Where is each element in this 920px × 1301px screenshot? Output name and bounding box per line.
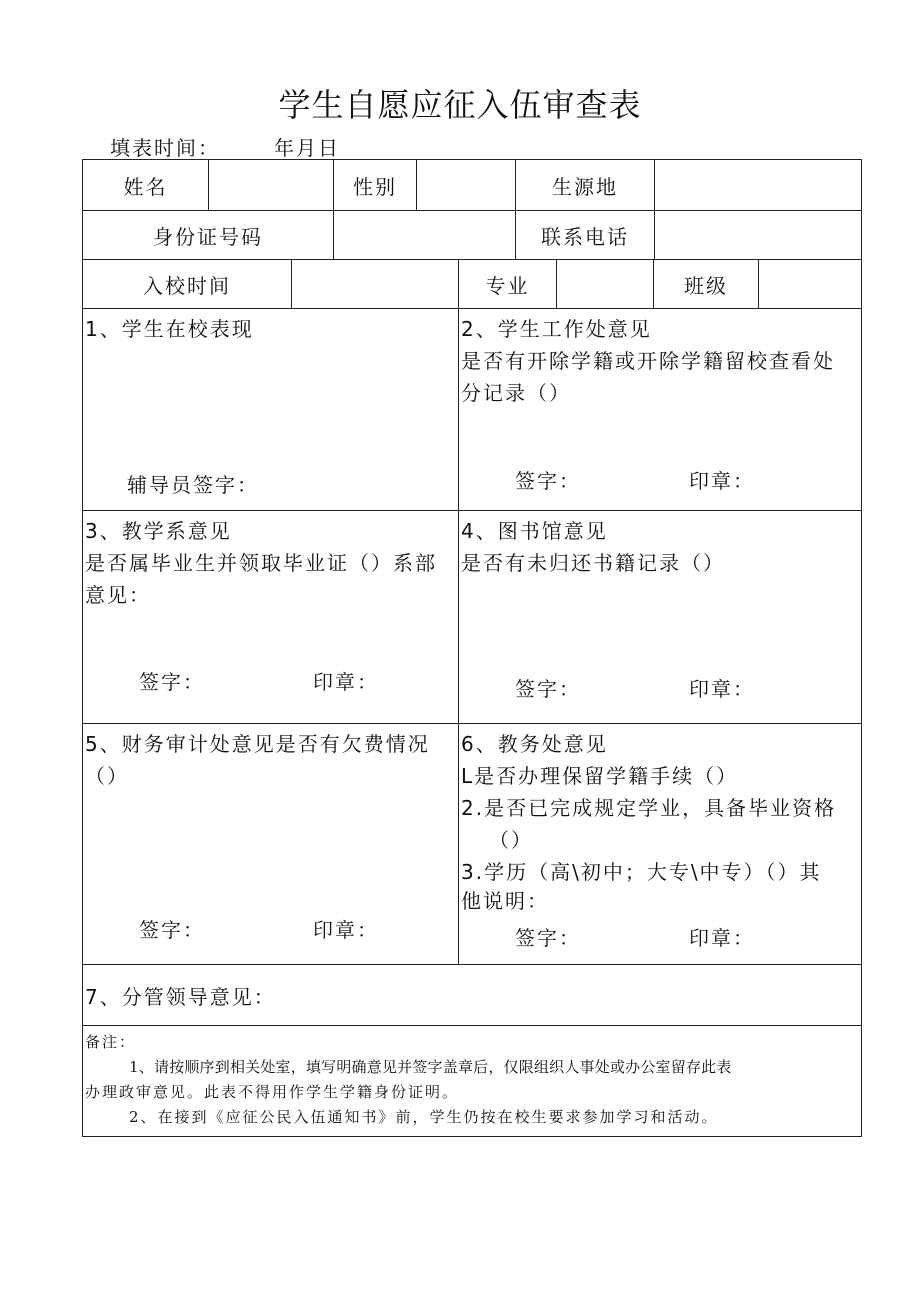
enroll-time-label: 入校时间 [83, 260, 292, 308]
section-academic-affairs [459, 724, 861, 964]
row-sections-3-4 [83, 511, 861, 724]
row-sections-5-6 [83, 724, 861, 965]
major-field[interactable] [557, 260, 654, 308]
section-student-performance [83, 309, 459, 510]
notes-label: 备注： [85, 1033, 137, 1051]
gender-field[interactable] [417, 160, 516, 210]
name-label: 姓名 [83, 160, 209, 210]
row-basic-info [83, 160, 861, 211]
section-6-item-1: L是否办理保留学籍手续（） [461, 764, 739, 788]
id-number-label: 身份证号码 [83, 211, 334, 259]
class-field[interactable] [759, 260, 861, 308]
section-5-signature: 签字： [139, 918, 205, 942]
fill-time-label: 填表时间： [110, 136, 220, 160]
section-3-seal: 印章： [313, 670, 379, 694]
section-2-title: 2、学生工作处意见 [461, 317, 652, 341]
section-2-question: 是否有开除学籍或开除学籍留校查看处 [461, 349, 835, 373]
name-field[interactable] [209, 160, 334, 210]
phone-field[interactable] [655, 211, 861, 259]
section-4-seal: 印章： [689, 677, 755, 701]
section-4-title: 4、图书馆意见 [461, 519, 608, 543]
section-6-signature: 签字： [515, 926, 581, 950]
section-teaching-dept [83, 511, 459, 723]
section-5-question: （） [85, 764, 129, 788]
row-enroll-major-class [83, 260, 861, 309]
notes-section [83, 1026, 861, 1136]
phone-label: 联系电话 [516, 211, 655, 259]
row-sections-1-2 [83, 309, 861, 511]
note-1: 1、请按顺序到相关处室，填写明确意见并签字盖章后，仅限组织人事处或办公室留存此表 [129, 1058, 732, 1076]
fill-time-date: 年月日 [274, 136, 340, 160]
major-label: 专业 [459, 260, 557, 308]
row-section-7 [83, 965, 861, 1026]
counselor-signature: 辅导员签字： [127, 473, 259, 497]
origin-label: 生源地 [516, 160, 655, 210]
review-form-table [82, 159, 862, 1137]
section-3-question-cont: 意见： [85, 583, 151, 607]
origin-field[interactable] [655, 160, 861, 210]
section-6-item-2-cont: （） [489, 828, 533, 852]
section-student-affairs [459, 309, 861, 510]
section-6-item-3-cont: 他说明： [461, 889, 549, 913]
note-2: 2、在接到《应征公民入伍通知书》前，学生仍按在校生要求参加学习和活动。 [129, 1108, 719, 1126]
section-2-seal: 印章： [689, 469, 755, 493]
section-leader-opinion: 7、分管领导意见： [85, 984, 276, 1009]
section-4-question: 是否有未归还书籍记录（） [461, 551, 725, 575]
form-title: 学生自愿应征入伍审查表 [278, 86, 642, 124]
section-6-item-2: 2.是否已完成规定学业，具备毕业资格 [461, 796, 837, 820]
section-3-title: 3、教学系意见 [85, 519, 232, 543]
enroll-time-field[interactable] [292, 260, 459, 308]
section-5-seal: 印章： [313, 918, 379, 942]
class-label: 班级 [654, 260, 759, 308]
id-number-field[interactable] [334, 211, 516, 259]
section-1-title: 1、学生在校表现 [85, 317, 254, 341]
fill-time [110, 132, 340, 161]
section-6-item-3: 3.学历（高\初中；大专\中专）（）其 [461, 860, 822, 884]
note-1-cont: 办理政审意见。此表不得用作学生学籍身份证明。 [85, 1083, 460, 1101]
row-id-phone [83, 211, 861, 260]
section-5-title: 5、财务审计处意见是否有欠费情况 [85, 732, 430, 756]
row-notes [83, 1026, 861, 1136]
section-2-signature: 签字： [515, 469, 581, 493]
section-library [459, 511, 861, 723]
section-6-seal: 印章： [689, 926, 755, 950]
section-3-question: 是否属毕业生并领取毕业证（）系部 [85, 551, 437, 575]
section-4-signature: 签字： [515, 677, 581, 701]
section-finance-audit [83, 724, 459, 964]
section-6-title: 6、教务处意见 [461, 732, 608, 756]
section-3-signature: 签字： [139, 670, 205, 694]
gender-label: 性别 [334, 160, 417, 210]
section-2-question-cont: 分记录（） [461, 381, 571, 405]
